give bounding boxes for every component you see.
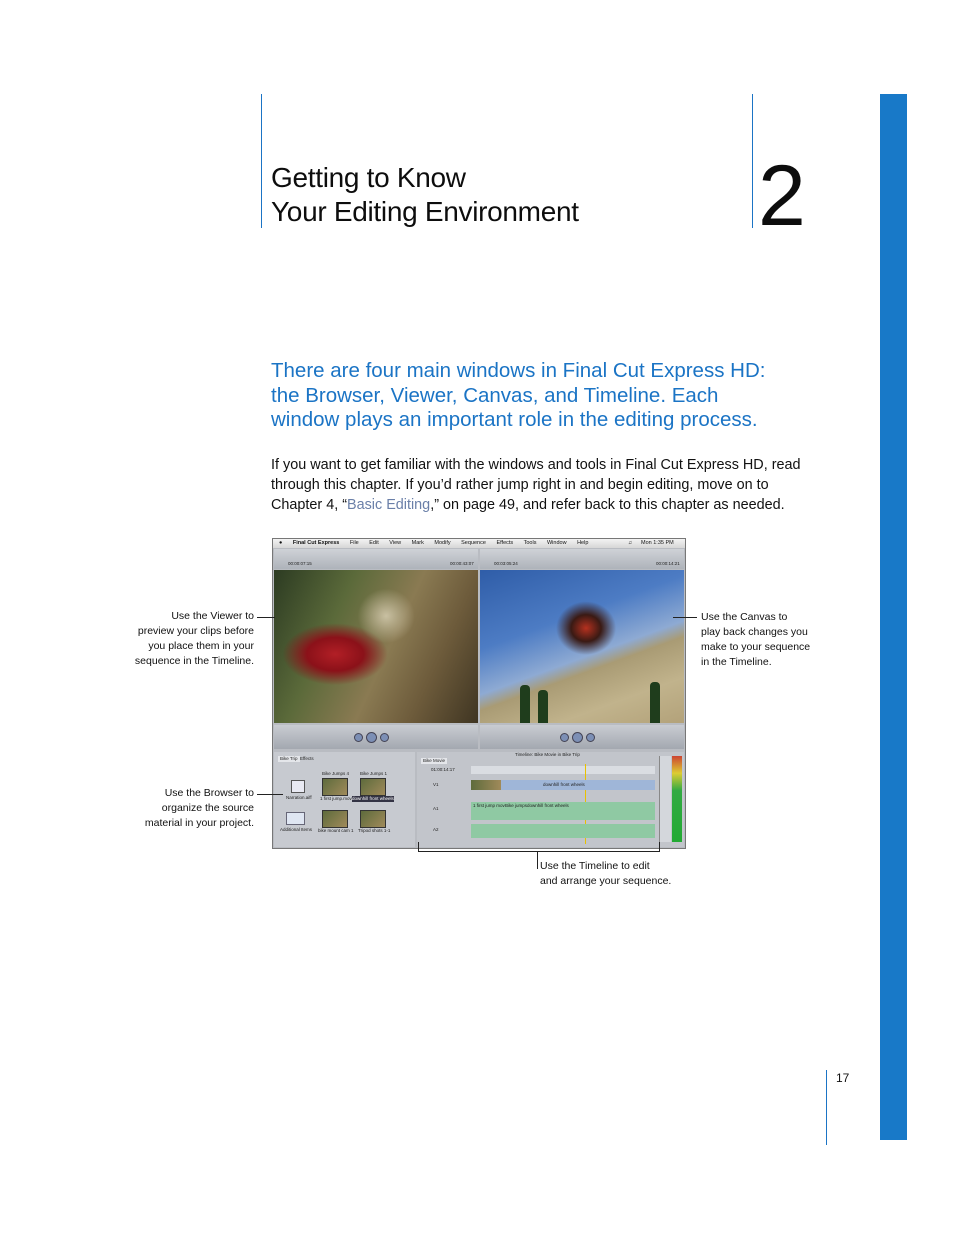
timeline-timecode: 01:00:14:17	[431, 767, 455, 772]
audio-track-a2[interactable]	[471, 824, 655, 838]
browser-item-label: Additional Items	[280, 827, 313, 832]
timeline-clip-label: 1 first jump mov	[473, 803, 505, 808]
page-number: 17	[836, 1071, 850, 1085]
menu-file: File	[349, 540, 359, 546]
browser-window	[274, 752, 415, 847]
menu-clock: Mon 1:35 PM	[641, 540, 674, 546]
browser-item-label: Bike Jumps 1	[360, 771, 388, 776]
viewer-video-frame	[274, 570, 478, 723]
menu-window: Window	[546, 540, 567, 546]
timeline-clip-label: downhill front wheels	[543, 782, 585, 787]
menu-help: Help	[577, 540, 589, 546]
canvas-controls	[480, 725, 684, 749]
clip-thumbnail[interactable]	[360, 810, 386, 828]
audio-clip-icon[interactable]	[291, 780, 305, 793]
browser-item-label: bike mount cam 1	[318, 828, 354, 833]
body-text-part2: ,” on page 49, and refer back to this chapter as needed.	[430, 497, 785, 513]
timeline-callout	[540, 859, 700, 889]
canvas-video-frame	[480, 570, 684, 723]
canvas-prev-button[interactable]	[560, 733, 569, 742]
timeline-bracket-base	[418, 851, 660, 852]
canvas-play-button[interactable]	[572, 732, 583, 743]
track-label-v1[interactable]: V1	[433, 782, 439, 787]
clip-thumbnail[interactable]	[322, 810, 348, 828]
browser-item-label: 1 first jump.mov	[320, 796, 352, 801]
clip-thumbnail[interactable]	[360, 778, 386, 796]
menu-tools: Tools	[523, 540, 537, 546]
body-paragraph	[271, 455, 811, 515]
browser-tab-effects[interactable]: Effects	[300, 756, 314, 761]
callout-line: play back changes you	[701, 626, 808, 638]
canvas-timecode-1: 00:03:05:24	[494, 561, 518, 566]
chapter-title	[271, 161, 579, 229]
callout-line: you place them in your	[148, 640, 254, 652]
browser-tab-bike-trip[interactable]: Bike Trip	[280, 756, 298, 761]
menu-sequence: Sequence	[461, 540, 486, 546]
callout-line: organize the source	[161, 802, 254, 814]
chapter-intro: There are four main windows in Final Cut Express HD: the Browser, Viewer, Canvas, and Timeline. Each window plays an important role in the editing process.	[271, 359, 766, 431]
viewer-timecode-1: 00:00:07:15	[288, 561, 312, 566]
menu-mark: Mark	[411, 540, 424, 546]
browser-item-label: downhill front wheels	[352, 796, 394, 801]
menu-app: Final Cut Express	[292, 540, 340, 546]
browser-item-label: Bike Jumps 4	[322, 771, 350, 776]
track-label-a2[interactable]: A2	[433, 827, 439, 832]
browser-item-label: Tripod shots 1-1	[358, 828, 391, 833]
callout-line: sequence in the Timeline.	[134, 655, 254, 667]
final-cut-screenshot	[272, 538, 686, 849]
viewer-play-button[interactable]	[366, 732, 377, 743]
speaker-icon: ♫	[628, 540, 633, 546]
timeline-title: Timeline: Bike Movie in Bike Trip	[515, 752, 580, 757]
browser-item-label: Narration.aiff	[286, 795, 312, 800]
audio-meters	[672, 756, 682, 842]
canvas-header	[480, 549, 684, 569]
viewer-prev-button[interactable]	[354, 733, 363, 742]
viewer-callout	[120, 609, 254, 669]
callout-line: Use the Timeline to edit	[540, 860, 650, 872]
browser-callout	[120, 786, 254, 831]
callout-line: in the Timeline.	[701, 656, 772, 668]
viewer-timecode-2: 00:00:43:07	[450, 561, 474, 566]
audio-track-a1[interactable]	[471, 802, 655, 820]
title-rule-right	[752, 94, 753, 228]
timeline-clip-label: downhill front wheels	[527, 803, 569, 808]
page-number-rule	[826, 1070, 827, 1145]
clip-thumbnail[interactable]	[322, 778, 348, 796]
callout-line: make to your sequence	[701, 641, 811, 653]
canvas-callout	[701, 610, 831, 670]
callout-line: Use the Canvas to	[701, 611, 788, 623]
timeline-clip-label: Bike jumps	[505, 803, 528, 808]
timeline-bracket-right	[659, 842, 660, 851]
timeline-ruler	[471, 766, 655, 774]
browser-leader-line	[257, 794, 283, 795]
timeline-bracket-left	[418, 842, 419, 851]
callout-line: material in your project.	[144, 817, 254, 829]
menu-effects: Effects	[496, 540, 514, 546]
tree-shape	[520, 685, 530, 723]
bin-icon[interactable]	[286, 812, 305, 825]
canvas-timecode-2: 00:00:14:21	[656, 561, 680, 566]
menu-modify: Modify	[434, 540, 451, 546]
basic-editing-link[interactable]: Basic Editing	[347, 497, 431, 513]
tool-palette[interactable]	[659, 756, 671, 842]
title-rule-left	[261, 94, 262, 228]
timeline-tab[interactable]: Bike Movie	[423, 758, 446, 763]
chapter-title-line1: Getting to Know	[271, 162, 466, 193]
viewer-leader-line	[257, 617, 275, 618]
tree-shape	[538, 690, 548, 723]
viewer-controls	[274, 725, 478, 749]
chapter-side-tab	[880, 94, 907, 1140]
callout-line: Use the Browser to	[164, 787, 254, 799]
body-text-part1: If you want to get familiar with the windows and tools in Final Cut Express HD, read through this chapter. If you’d rather jump right in and begin editing, move on to Chapter 4, “	[271, 457, 801, 513]
menu-view: View	[389, 540, 402, 546]
apple-icon: ●	[279, 540, 283, 546]
chapter-title-line2: Your Editing Environment	[271, 196, 579, 227]
viewer-header	[274, 549, 478, 569]
canvas-next-button[interactable]	[586, 733, 595, 742]
video-track-v1[interactable]	[471, 780, 655, 790]
track-label-a1[interactable]: A1	[433, 806, 439, 811]
canvas-leader-line	[673, 617, 697, 618]
timeline-window	[417, 752, 684, 847]
callout-line: Use the Viewer to	[171, 610, 254, 622]
clip-thumbnail	[471, 780, 501, 790]
viewer-next-button[interactable]	[380, 733, 389, 742]
chapter-number: 2	[758, 148, 806, 244]
callout-line: and arrange your sequence.	[540, 875, 672, 887]
callout-line: preview your clips before	[137, 625, 254, 637]
timeline-leader-line	[537, 851, 538, 869]
menu-edit: Edit	[369, 540, 379, 546]
menu-bar	[273, 539, 685, 548]
tree-shape	[650, 682, 660, 723]
